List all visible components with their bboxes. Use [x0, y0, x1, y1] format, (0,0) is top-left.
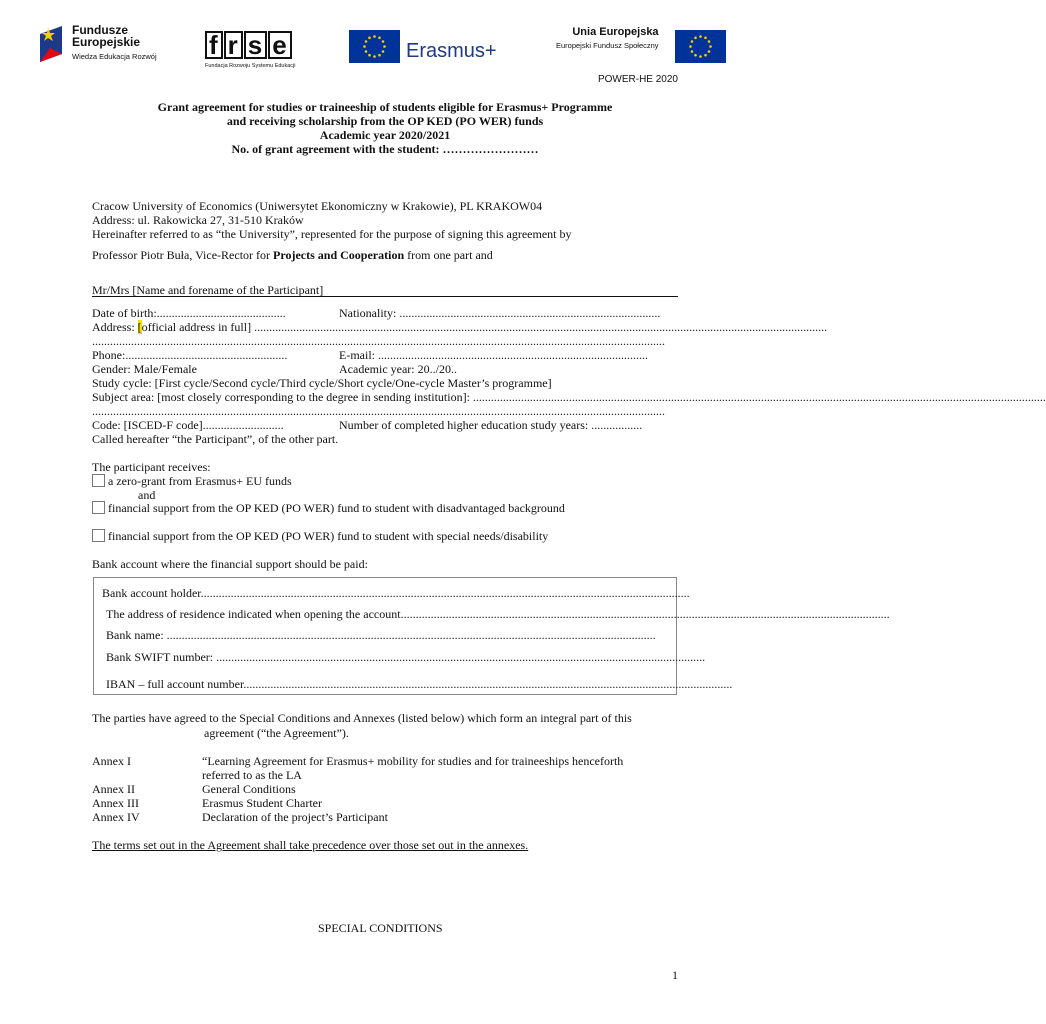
bank-address-label: The address of residence indicated when opening the account [106, 607, 401, 621]
university-address: Address: ul. Rakowicka 27, 31-510 Kraków [92, 213, 304, 227]
frse-letter-s: s [244, 31, 267, 59]
title-line2: and receiving scholarship from the OP KED (PO WER) funds [226, 114, 544, 128]
participant-called: Called hereafter “the Participant”, of the other part. [92, 432, 339, 446]
iban-dots: ................................................................................................................................................................... [243, 677, 733, 691]
eu-flag-icon [349, 30, 400, 63]
email-field: E-mail: .......................................................................................... [339, 348, 648, 362]
frse-letter-r: r [224, 31, 243, 59]
agreement-line2: agreement (“the Agreement”). [204, 726, 349, 740]
address-line2-dots: ............................................................................................................................................................................................... [92, 334, 665, 348]
university-name: Cracow University of Economics (Uniwersytet Ekonomiczny w Krakowie), PL KRAKOW04 [92, 199, 543, 213]
fundusze-sub: Wiedza Edukacja Rozwój [72, 52, 157, 61]
rep-prefix: Professor Piotr Buła, Vice-Rector for [92, 248, 274, 262]
disadvantaged-label: financial support from the OP KED (PO WER) fund to student with disadvantaged background [108, 501, 565, 515]
bank-holder-field [102, 586, 690, 600]
erasmus-plus-logo: Erasmus+ [406, 40, 497, 62]
bank-intro: Bank account where the financial support should be paid: [92, 557, 368, 571]
annex-label: Annex I [92, 754, 131, 768]
precedence-statement: The terms set out in the Agreement shall take precedence over those set out in the annexes. [92, 838, 529, 852]
annex-text: Declaration of the project’s Participant [202, 810, 388, 824]
bank-name-field [106, 628, 666, 642]
special-needs-label: financial support from the OP KED (PO WER) fund to student with special needs/disability [108, 529, 549, 543]
annex-text-cont: referred to as the LA [202, 768, 302, 782]
page-number: 1 [672, 968, 678, 982]
address-label: official address in full] [141, 320, 255, 334]
address-field [92, 320, 828, 334]
title-line3: Academic year 2020/2021 [319, 128, 451, 142]
receives-intro: The participant receives: [92, 460, 211, 474]
title-line4: No. of grant agreement with the student: …………………… [231, 142, 539, 156]
fundusze-line2: Europejskie [72, 35, 141, 49]
zero-grant-checkbox[interactable] [92, 474, 105, 487]
fundusze-europejskie-logo-icon [38, 24, 64, 64]
divider [92, 296, 678, 297]
iban-label: IBAN – full account number [106, 677, 244, 691]
annex-label: Annex III [92, 796, 139, 810]
bank-name-dots: ................................................................................................................................................................... [166, 628, 656, 642]
address-prefix: Address: [92, 320, 138, 334]
agreement-line1: The parties have agreed to the Special Conditions and Annexes (listed below) which form an integral part of this [92, 711, 632, 725]
frse-sub: Fundacja Rozwoju Systemu Edukacji [205, 63, 296, 69]
rep-suffix: from one part and [404, 248, 493, 262]
and-text: and [138, 488, 156, 502]
subject-area-dots: ............................................................................................................................................................................................... [472, 390, 1046, 404]
special-needs-checkbox[interactable] [92, 529, 105, 542]
annex-text: General Conditions [202, 782, 296, 796]
participant-header: Mr/Mrs [Name and forename of the Participant] [92, 283, 324, 297]
bank-name-label: Bank name: [106, 628, 167, 642]
subject-area-line2-dots: ............................................................................................................................................................................................... [92, 404, 665, 418]
document-title [92, 100, 678, 156]
date-of-birth-field: Date of birth:........................................... [92, 306, 286, 320]
option-disadvantaged[interactable] [92, 501, 565, 515]
special-conditions-heading: SPECIAL CONDITIONS [318, 921, 443, 935]
phone-field: Phone:...................................................... [92, 348, 288, 362]
frse-letter-e: e [268, 31, 291, 59]
fundusze-line1: Fundusze [72, 23, 128, 37]
fundusze-europejskie-text [72, 24, 157, 63]
annex-text: “Learning Agreement for Erasmus+ mobility for studies and for traineeships henceforth [202, 754, 624, 768]
disadvantaged-checkbox[interactable] [92, 501, 105, 514]
program-code: POWER-HE 2020 [597, 74, 678, 85]
logo-bar [38, 24, 738, 70]
bank-address-dots: ................................................................................................................................................................... [400, 607, 890, 621]
eu-flag-icon [675, 30, 726, 63]
annex-label: Annex IV [92, 810, 140, 824]
academic-year-field: Academic year: 20../20.. [339, 362, 457, 376]
subject-area-label: Subject area: [most closely corresponding to the degree in sending institution]: [92, 390, 473, 404]
option-zero-grant[interactable] [92, 474, 292, 488]
title-line1: Grant agreement for studies or traineeship of students eligible for Erasmus+ Programme [157, 100, 613, 114]
address-bracket: [ [137, 320, 142, 334]
bank-swift-dots: ................................................................................................................................................................... [216, 650, 706, 664]
ue-sub: Europejski Fundusz Społeczny [556, 41, 659, 50]
annex-label: Annex II [92, 782, 135, 796]
study-cycle-field: Study cycle: [First cycle/Second cycle/Third cycle/Short cycle/One-cycle Master’s programme] [92, 376, 552, 390]
rep-bold: Projects and Cooperation [273, 248, 405, 262]
option-special-needs[interactable] [92, 529, 548, 543]
ue-title: Unia Europejska [572, 26, 659, 38]
iban-field [106, 677, 733, 691]
frse-letter-f: f [205, 31, 223, 59]
bank-swift-label: Bank SWIFT number: [106, 650, 217, 664]
frse-logo [205, 30, 296, 69]
annex-text: Erasmus Student Charter [202, 796, 322, 810]
bank-holder-label: Bank account holder [102, 586, 201, 600]
gender-field: Gender: Male/Female [92, 362, 197, 376]
bank-swift-field [106, 650, 706, 664]
unia-europejska-text [556, 26, 659, 50]
years-completed-field: Number of completed higher education study years: ................. [339, 418, 643, 432]
isced-code-field: Code: [ISCED-F code]........................... [92, 418, 284, 432]
zero-grant-label: a zero-grant from Erasmus+ EU funds [108, 474, 292, 488]
bank-holder-dots: ................................................................................................................................................................... [200, 586, 690, 600]
university-hereinafter: Hereinafter referred to as “the University”, represented for the purpose of signing this agreement by [92, 227, 572, 241]
address-dots: ............................................................................................................................................................................................... [254, 320, 828, 334]
nationality-field: Nationality: ....................................................................................... [339, 306, 661, 320]
subject-area-field [92, 390, 1046, 404]
bank-address-field [106, 607, 890, 621]
university-representative [92, 248, 493, 262]
